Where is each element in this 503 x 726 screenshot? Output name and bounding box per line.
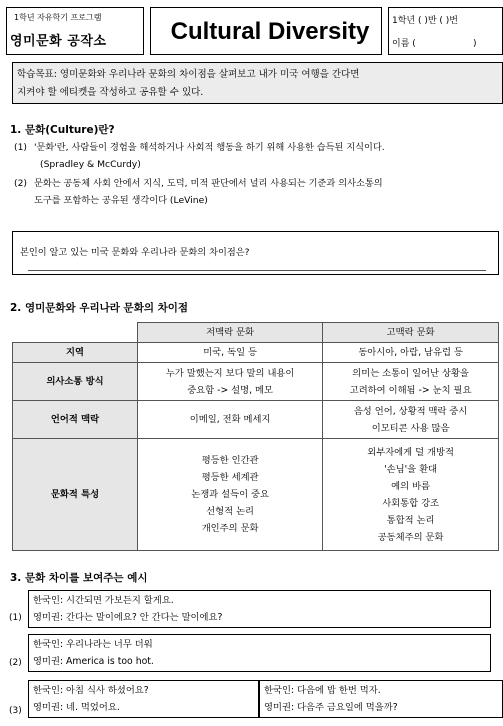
- section3-title: 3. 문화 차이를 보여주는 예시: [10, 572, 148, 584]
- cell-high-language-context: [323, 401, 499, 439]
- example-3b-english: 영미권: 다음주 금요일에 먹을까?: [264, 702, 398, 713]
- example-2-korean: 한국인: 우리나라는 너무 더워: [33, 639, 153, 650]
- cell-line: 예의 바름: [391, 480, 431, 492]
- example-3b-box: [259, 680, 503, 718]
- cell-line: 사회통합 강조: [382, 497, 440, 509]
- table-corner-cell: [13, 323, 138, 343]
- learning-goal-box: [12, 62, 503, 104]
- cell-low-communication: [138, 363, 323, 401]
- cell-line: 미국, 독일 등: [203, 347, 257, 358]
- table-row: [13, 439, 499, 551]
- cell-low-cultural-traits: [138, 439, 323, 551]
- column-header-low-context: 저맥락 문화: [138, 323, 323, 343]
- cell-line: 개인주의 문화: [201, 523, 259, 534]
- example-1-number: (1): [9, 613, 22, 623]
- section1-title: 1. 문화(Culture)란?: [10, 124, 115, 136]
- question-text: 본인이 알고 있는 미국 문화와 우리나라 문화의 차이점은?: [20, 247, 250, 258]
- page-title: Cultural Diversity: [170, 18, 370, 45]
- row-label-region: 지역: [13, 343, 138, 363]
- example-1-korean: 한국인: 시간되면 가보든지 할게요.: [33, 595, 174, 606]
- learning-goal-line2: 지켜야 할 에티켓을 작성하고 공유할 수 있다.: [17, 87, 204, 98]
- definition-2-text-cont: 도구를 포함하는 공유된 생각이다 (LeVine): [34, 195, 208, 206]
- cell-line: 선형적 논리: [206, 506, 255, 517]
- cell-line: 외부자에게 덜 개방적: [367, 446, 454, 458]
- cell-line: 논쟁과 설득이 중요: [191, 489, 269, 500]
- definition-1-text: '문화'란, 사람들이 경험을 해석하거나 사회적 행동을 하기 위해 사용한 습득된 지식이다.: [34, 142, 385, 153]
- cell-line: 중요함 -> 설명, 메모: [187, 384, 274, 396]
- example-1-english: 영미권: 간다는 말이에요? 안 간다는 말이에요?: [33, 612, 223, 623]
- column-header-high-context: 고맥락 문화: [323, 323, 499, 343]
- table-row: [13, 343, 499, 363]
- program-label: 1학년 자유학기 프로그램: [14, 13, 102, 22]
- cell-high-cultural-traits: [323, 439, 499, 551]
- example-2-box: [28, 634, 491, 672]
- cell-line: 이모티콘 사용 많음: [371, 422, 450, 434]
- row-label-communication: 의사소통 방식: [13, 363, 138, 401]
- example-3b-korean: 한국인: 다음에 밥 한번 먹자.: [264, 685, 381, 696]
- definition-2-text: 문화는 공동체 사회 안에서 지식, 도덕, 미적 판단에서 널리 사용되는 기준과 의사소통의: [34, 178, 383, 189]
- table-header-row: [13, 323, 499, 343]
- row-label-language-context: 언어적 맥락: [13, 401, 138, 439]
- cell-low-region: [138, 343, 323, 363]
- learning-goal-line1: 학습목표: 영미문화와 우리나라 문화의 차이점을 살펴보고 내가 미국 여행을 간다면: [17, 69, 360, 80]
- table-row: [13, 363, 499, 401]
- example-3a-korean: 한국인: 아침 식사 하셨어요?: [33, 685, 149, 696]
- answer-line[interactable]: [28, 270, 486, 271]
- cell-line: 음성 언어, 상황적 맥락 중시: [353, 405, 468, 417]
- example-3a-box: [28, 680, 259, 718]
- cell-high-region: [323, 343, 499, 363]
- example-2-number: (2): [9, 658, 22, 668]
- cell-line: 동아시아, 아랍, 남유럽 등: [358, 347, 463, 358]
- row-label-cultural-traits: 문화적 특성: [13, 439, 138, 551]
- definition-2-number: (2): [14, 178, 28, 189]
- example-3-number: (3): [9, 706, 22, 716]
- program-name: 영미문화 공작소: [10, 34, 107, 49]
- cell-line: 누가 말했는지 보다 말의 내용이: [165, 367, 295, 379]
- comparison-table: [12, 322, 499, 551]
- section2-title: 2. 영미문화와 우리나라 문화의 차이점: [10, 302, 189, 314]
- cell-line: 이메일, 전화 메세지: [189, 414, 271, 425]
- cell-line: 평등한 인간관: [201, 455, 259, 466]
- example-2-english: 영미권: America is too hot.: [33, 656, 154, 667]
- cell-line: 공동체주의 문화: [377, 531, 444, 543]
- definition-1-number: (1): [14, 142, 28, 153]
- cell-line: 의미는 소통이 일어난 상황을: [352, 367, 469, 379]
- class-number-field: 1학년 ( )반 ( )번: [392, 16, 458, 26]
- cell-high-communication: [323, 363, 499, 401]
- cell-line: '손님'을 환대: [384, 463, 438, 475]
- example-3a-english: 영미권: 네. 먹었어요.: [33, 702, 120, 713]
- example-1-box: [28, 590, 491, 628]
- cell-line: 평등한 세계관: [201, 472, 259, 483]
- student-name-field: 이름 ( ): [392, 39, 477, 49]
- table-row: [13, 401, 499, 439]
- definition-1-source: (Spradley & McCurdy): [40, 159, 141, 170]
- cell-low-language-context: [138, 401, 323, 439]
- cell-line: 통합적 논리: [386, 514, 435, 526]
- cell-line: 고려하여 이해됨 -> 눈치 필요: [349, 384, 472, 396]
